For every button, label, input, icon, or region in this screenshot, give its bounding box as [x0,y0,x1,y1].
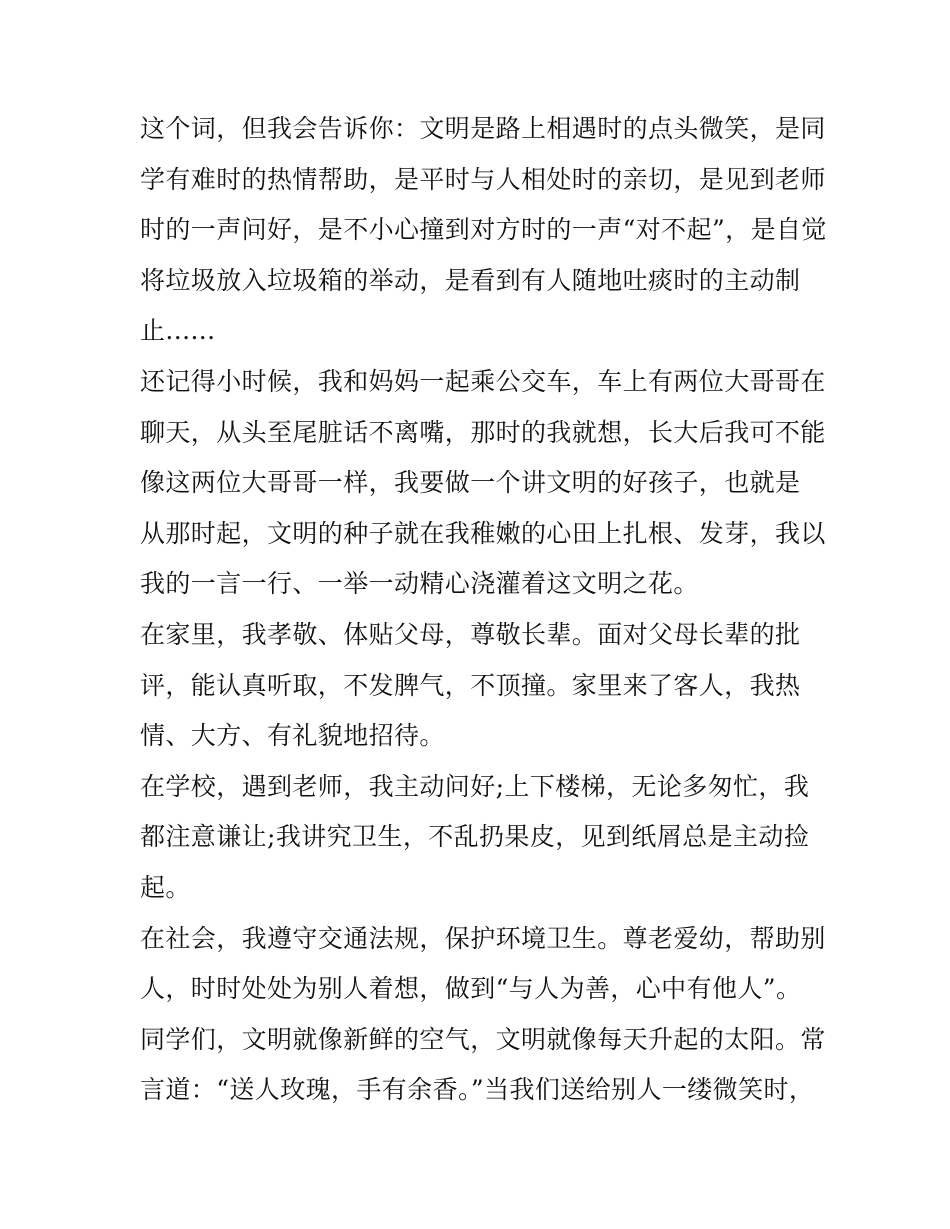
text-line: 在社会，我遵守交通法规，保护环境卫生。尊老爱幼，帮助别 [140,923,826,953]
text-line: 同学们，文明就像新鲜的空气，文明就像每天升起的太阳。常 [140,1024,826,1054]
text-line: 时的一声问好，是不小心撞到对方时的一声“对不起”，是自觉 [140,215,827,245]
text-line: 起。 [140,872,191,902]
text-line: 将垃圾放入垃圾箱的举动，是看到有人随地吐痰时的主动制 [140,265,801,295]
text-line: 止...... [140,316,216,346]
text-line: 都注意谦让;我讲究卫生，不乱扔果皮，见到纸屑总是主动捡 [140,822,810,852]
text-line: 言道：“送人玫瑰，手有余香。”当我们送给别人一缕微笑时， [140,1075,815,1105]
text-line: 从那时起，文明的种子就在我稚嫩的心田上扎根、发芽，我以 [140,518,826,548]
text-line: 还记得小时候，我和妈妈一起乘公交车，车上有两位大哥哥在 [140,366,826,396]
text-line: 我的一言一行、一举一动精心浇灌着这文明之花。 [140,569,699,599]
text-line: 人，时时处处为别人着想，做到“与人为善，心中有他人”。 [140,974,802,1004]
text-line: 在家里，我孝敬、体贴父母，尊敬长辈。面对父母长辈的批 [140,619,801,649]
text-line: 情、大方、有礼貌地招待。 [140,721,445,751]
text-line: 这个词，但我会告诉你：文明是路上相遇时的点头微笑，是同 [140,114,826,143]
text-line: 聊天，从头至尾脏话不离嘴，那时的我就想，长大后我可不能 [140,417,826,447]
body-text [140,104,827,1116]
text-line: 像这两位大哥哥一样，我要做一个讲文明的好孩子，也就是 [140,468,801,498]
text-line: 在学校，遇到老师，我主动问好;上下楼梯，无论多匆忙，我 [140,771,810,801]
text-line: 学有难时的热情帮助，是平时与人相处时的亲切，是见到老师 [140,164,826,194]
text-line: 评，能认真听取，不发脾气，不顶撞。家里来了客人，我热 [140,670,801,700]
